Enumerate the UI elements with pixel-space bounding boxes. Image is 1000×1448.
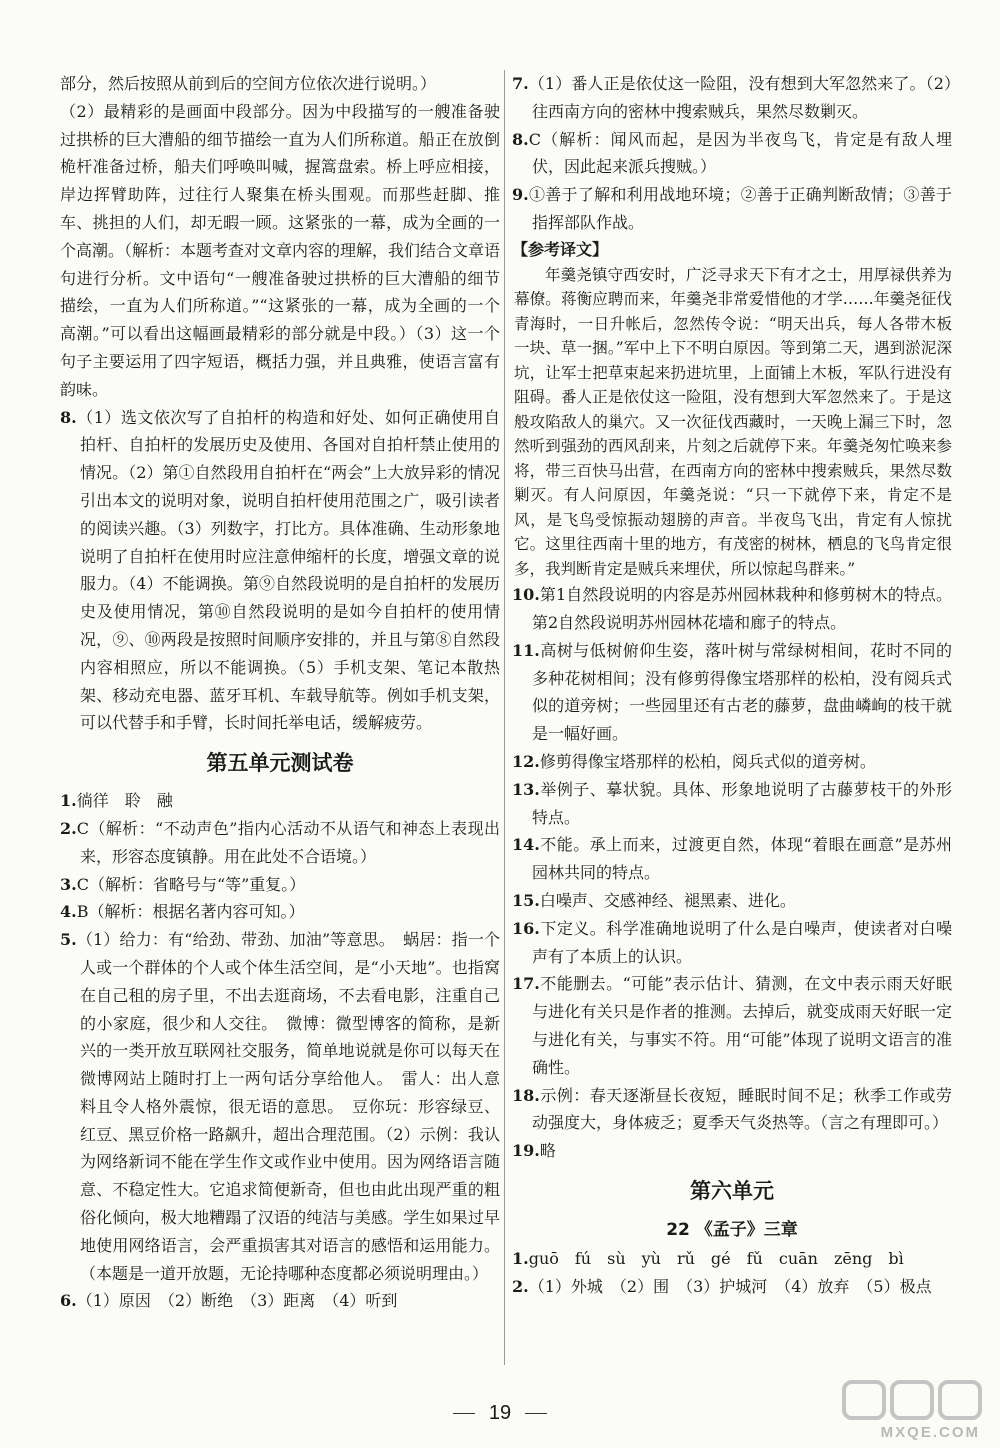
page-number-dash-left	[453, 1413, 475, 1414]
column-divider	[504, 70, 505, 1365]
test-answer-9-number: 9.	[512, 185, 529, 205]
test-answer-6	[60, 1287, 500, 1315]
test-answer-10-number: 10.	[512, 585, 540, 605]
test-answer-16	[512, 915, 952, 971]
test-answer-15-text: 白噪声、交感神经、褪黑素、进化。	[539, 891, 796, 911]
test-answer-4-text: B（解析：根据名著内容可知。）	[76, 902, 305, 922]
test-answer-6-number: 6.	[60, 1291, 77, 1311]
page-number-value: 19	[488, 1402, 512, 1424]
test-answer-18-number: 18.	[512, 1085, 540, 1105]
test-answer-12-number: 12.	[512, 752, 540, 772]
test-answer-11	[512, 637, 952, 748]
test-answer-10	[512, 581, 952, 637]
test-answer-3-number: 3.	[60, 874, 77, 894]
test-answer-3	[60, 871, 500, 899]
test-answer-17-text: 不能删去。“可能”表示估计、猜测，在文中表示雨天好眠与进化有关只是作者的推测。去掉后，就变成雨天好眠一定与进化有关，与事实不符。用“可能”体现了说明文语言的准确性。	[532, 974, 952, 1077]
lesson-answer-1-pinyin: guō fú sù yù rǔ gé fǔ cuān zēng bì	[528, 1249, 904, 1269]
watermark-text: MXQE.COM	[880, 1424, 980, 1441]
test-answer-17	[512, 970, 952, 1081]
reference-translation-text: 年羹尧镇守西安时，广泛寻求天下有才之士，用厚禄供养为幕僚。蒋衡应聘而来，年羹尧非常爱惜他的才学……年羹尧征伐青海时，一日升帐后，忽然传令说：“明天出兵，每人各带木板一块、草一捆。”军中上下不明白原因。等到第二天，遇到淤泥深坑，让军士把草束起来扔进坑里，上面铺上木板，军队行进没有阻碍。番人正是依仗这一险阻，没有想到大军忽然来了。于是这般攻陷敌人的巢穴。又一次征伐西藏时，一天晚上漏三下时，忽然听到强劲的西风刮来，片刻之后就停下来。年羹尧匆忙唤来参将，带三百快马出营，在西南方向的密林中搜索贼兵，果然尽数剿灭。有人问原因，年羹尧说：“只一下就停下来，肯定不是风，是飞鸟受惊振动翅膀的声音。半夜鸟飞出，肯定有人惊扰它。这里往西南十里的地方，有茂密的树林，栖息的飞鸟肯定很多，我判断肯定是贼兵来埋伏，所以惊起鸟群来。”	[514, 265, 952, 578]
test-answer-1-number: 1.	[60, 791, 77, 811]
test-answer-14-text: 不能。承上而来，过渡更自然，体现“着眼在画意”是苏州园林共同的特点。	[532, 835, 952, 883]
test-answer-5-text: （1）给力：有“给劲、带劲、加油”等意思。 蜗居：指一个人或一个群体的个人或个体生活空间，是“小天地”。也指窝在自己租的房子里，不出去逛商场，不去看电影，注重自己的小家庭，很少和人交往。 微博：微型博客的简称，是新兴的一类开放互联网社交服务，简单地说就是你可以每天在微博网站上随时打上一两句话分享给他人。 雷人：出人意料且令人格外震惊，很无语的意思。 豆你玩：形容绿豆、红豆、黑豆价格一路飙升，超出合理范围。（2）示例：我认为网络新词不能在学生作文或作业中使用。因为网络语言随意、不稳定性大。它追求简便新奇，但也由此出现严重的粗俗化倾向，极大地糟蹋了汉语的纯洁与美感。学生如果过早地使用网络语言，会严重损害其对语言的感悟和运用能力。（本题是一道开放题，无论持哪种态度都必须说明理由。）	[76, 930, 500, 1283]
test-answer-9-text: ①善于了解和利用战地环境；②善于正确判断敌情；③善于指挥部队作战。	[528, 185, 952, 232]
test-answer-15-number: 15.	[512, 891, 540, 911]
test-answer-14	[512, 831, 952, 887]
test-answer-2-number: 2.	[60, 818, 77, 838]
page-number-dash-right	[525, 1413, 547, 1414]
answer-8-text: （1）选文依次写了自拍杆的构造和好处、如何正确使用自拍杆、自拍杆的发展历史及使用、各国对自拍杆禁止使用的情况。（2）第①自然段用自拍杆在“两会”上大放异彩的情况引出本文的说明对象，说明自拍杆使用范围之广，吸引读者的阅读兴趣。（3）列数字，打比方。具体准确、生动形象地说明了自拍杆在使用时应注意伸缩杆的长度，增强文章的说服力。（4）不能调换。第⑨自然段说明的是自拍杆的发展历史及使用情况，第⑩自然段说明的是如今自拍杆的使用情况，⑨、⑩两段是按照时间顺序安排的，并且与第⑧自然段内容相照应，所以不能调换。（5）手机支架、笔记本散热架、移动充电器、蓝牙耳机、车载导航等。例如手机支架，可以代替手和手臂，长时间托举电话，缓解疲劳。	[76, 407, 500, 733]
test-answer-13-text: 举例子、摹状貌。具体、形象地说明了古藤萝枝干的外形特点。	[532, 779, 952, 827]
test-answer-19-number: 19.	[512, 1141, 540, 1161]
test-answer-13	[512, 776, 952, 832]
lesson-answer-1	[512, 1245, 952, 1273]
test-answer-6-text: （1）原因 （2）断绝 （3）距离 （4）听到	[76, 1291, 398, 1311]
test-answer-2	[60, 815, 500, 871]
test-answer-16-text: 下定义。科学准确地说明了什么是白噪声，使读者对白噪声有了本质上的认识。	[532, 918, 952, 966]
test-answer-3-text: C（解析：省略号与“等”重复。）	[76, 874, 306, 894]
test-answer-4	[60, 898, 500, 926]
test-answer-17-number: 17.	[512, 974, 540, 994]
right-column	[512, 70, 952, 1301]
answer-8	[60, 404, 500, 738]
lesson-answer-2-text: （1）外城 （2）围 （3）护城河 （4）放弃 （5）极点	[528, 1276, 932, 1296]
lesson-answer-2-number: 2.	[512, 1276, 529, 1296]
test-answer-7-text: （1）番人正是依仗这一险阻，没有想到大军忽然来了。（2）往西南方向的密林中搜索贼兵，果然尽数剿灭。	[528, 74, 952, 121]
test-answer-4-number: 4.	[60, 902, 77, 922]
test-answer-8	[512, 126, 952, 182]
test-answer-9	[512, 181, 952, 237]
test-answer-5-number: 5.	[60, 930, 77, 950]
test-answer-19	[512, 1137, 952, 1165]
test-answer-7-number: 7.	[512, 74, 529, 93]
left-column	[60, 70, 500, 1315]
section-title-unit5-test: 第五单元测试卷	[206, 751, 354, 776]
test-answer-18	[512, 1082, 952, 1138]
test-answer-16-number: 16.	[512, 918, 540, 938]
test-answer-7	[512, 70, 952, 126]
answer-7-1-tail: 部分，然后按照从前到后的空间方位依次进行说明。）	[60, 74, 437, 93]
answer-7-continuation	[60, 70, 500, 404]
test-answer-14-number: 14.	[512, 835, 540, 855]
test-answer-10-text: 第1自然段说明的内容是苏州园林栽种和修剪树木的特点。第2自然段说明苏州园林花墙和廊子的特点。	[532, 585, 952, 633]
lesson-22-title: 22 《孟子》三章	[666, 1220, 798, 1241]
lesson-answer-2	[512, 1273, 952, 1301]
test-answer-12-text: 修剪得像宝塔那样的松柏，阅兵式似的道旁树。	[539, 752, 876, 772]
test-answer-13-number: 13.	[512, 779, 540, 799]
answer-8-number: 8.	[60, 407, 77, 427]
test-answer-8-text: C（解析：闻风而起，是因为半夜鸟飞，肯定是有敌人埋伏，因此起来派兵搜贼。）	[528, 129, 952, 177]
test-answer-19-text: 略	[539, 1141, 556, 1161]
test-answer-1	[60, 787, 500, 815]
test-answer-5	[60, 926, 500, 1287]
unit-six-title: 第六单元	[690, 1179, 774, 1204]
answer-7-2: （2）最精彩的是画面中段部分。因为中段描写的一艘准备驶过拱桥的巨大漕船的细节描绘一直为人们所称道。船正在放倒桅杆准备过桥，船夫们呼唤叫喊，握篙盘索。桥上呼应相接，岸边挥臂助阵，过往行人聚集在桥头围观。而那些赶脚、推车、挑担的人们，却无暇一顾。这紧张的一幕，成为全画的一个高潮。（解析：本题考查对文章内容的理解，我们结合文章语句进行分析。文中语句“一艘准备驶过拱桥的巨大漕船的细节描绘，一直为人们所称道。”“这紧张的一幕，成为全画的一个高潮。”可以看出这幅画最精彩的部分就是中段。）（3）这一个句子主要运用了四字短语，概括力强，并且典雅，使语言富有韵味。	[60, 101, 501, 399]
reference-translation-heading: 【参考译文】	[512, 239, 609, 259]
test-answer-18-text: 示例：春天逐渐昼长夜短，睡眠时间不足；秋季工作或劳动强度大，身体疲乏；夏季天气炎热等。（言之有理即可。）	[532, 1085, 952, 1133]
test-answer-11-number: 11.	[512, 640, 540, 660]
lesson-answer-1-number: 1.	[512, 1249, 529, 1269]
test-answer-1-text: 徜徉 聆 融	[76, 791, 173, 811]
test-answer-2-text: C（解析：“不动声色”指内心活动不从语气和神态上表现出来，形容态度镇静。用在此处不合语境。）	[76, 818, 500, 866]
test-answer-15	[512, 887, 952, 915]
test-answer-8-number: 8.	[512, 129, 529, 149]
test-answer-11-text: 高树与低树俯仰生姿，落叶树与常绿树相间，花时不同的多种花树相间；没有修剪得像宝塔那样的松柏，没有阅兵式似的道旁树；一些园里还有古老的藤萝，盘曲嶙峋的枝干就是一幅好画。	[532, 640, 952, 744]
test-answer-12	[512, 748, 952, 776]
